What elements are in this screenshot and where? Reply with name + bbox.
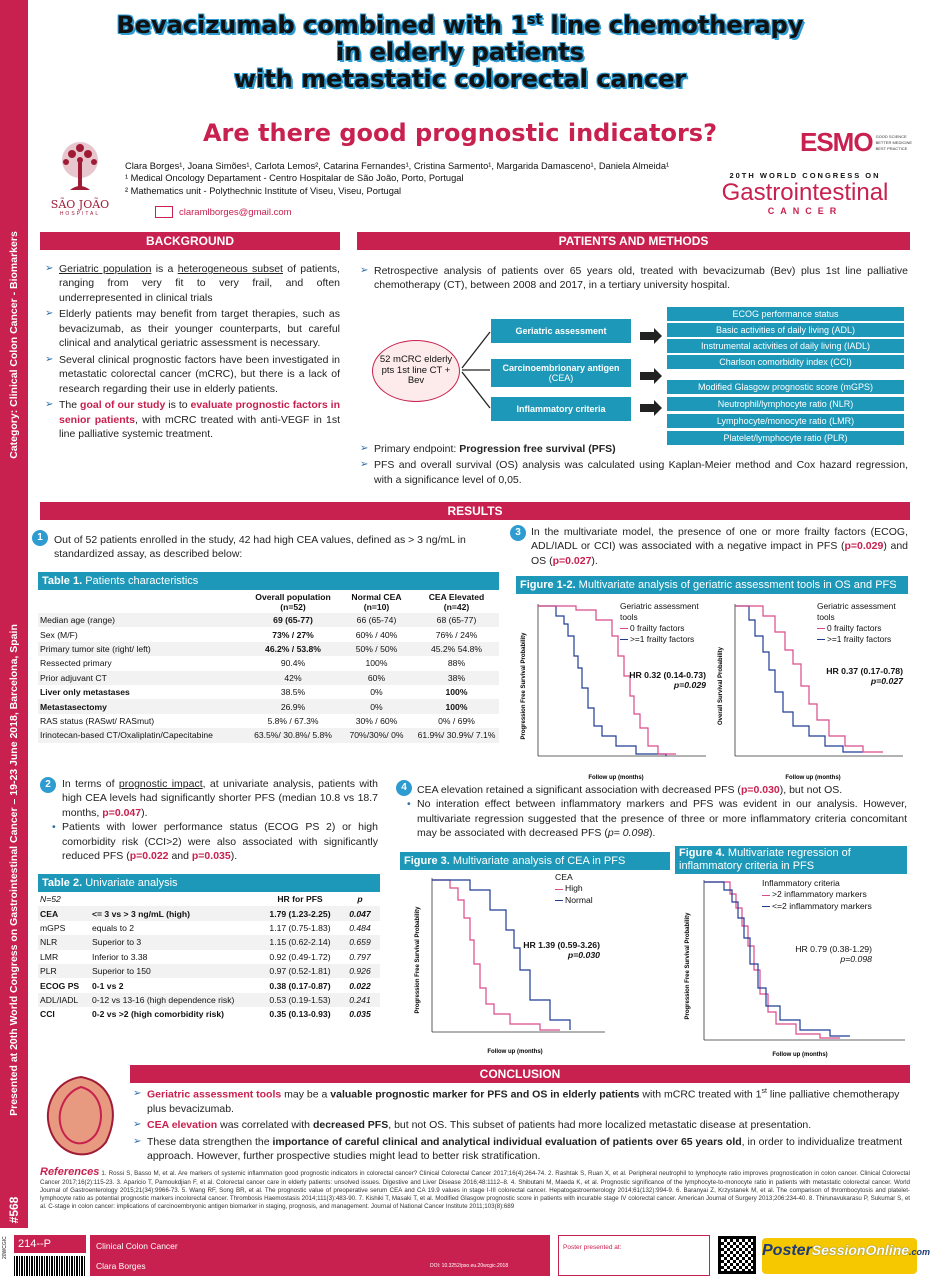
table-cell: 61.9%/ 30.9%/ 7.1% [414,728,499,742]
table-cell: 0.797 [349,951,371,962]
inflammatory-item: Platelet/lymphocyte ratio (PLR) [667,431,904,445]
presented-label: Presented at 20th World Congress on Gastrointestinal Cancer – 19-23 June 2018, Barcelona, Spain [8,624,20,1116]
envelope-icon [155,206,173,218]
table-1 [38,572,499,743]
table-cell: Primary tumor site (right/ left) [38,642,247,656]
table-cell: ADL/IADL [38,993,90,1007]
hr-label: HR 0.79 (0.38-1.29) p=0.098 [795,944,872,964]
table-row [38,714,499,728]
table-2 [38,874,380,1022]
result-3-text: In the multivariate model, the presence of one or more frailty factors (ECOG, ADL/IADL or CCI) was associated with a negative impact in PFS (p=0.029) and OS (p=0.027). [531,526,908,567]
table-cell: 0.484 [349,922,371,933]
table-cell: 0% [370,687,383,698]
table-cell: 100% [365,658,388,669]
table-cell: 0-2 vs >2 (high comorbidity risk) [92,1009,225,1020]
hr-label: HR 0.37 (0.17-0.78) p=0.027 [826,666,903,686]
table-cell: 68 (65-77) [414,613,499,627]
table-cell: 38% [414,671,499,685]
subtitle: Are there good prognostic indicators? [202,119,717,147]
table-cell: 66 (65-74) [339,613,414,627]
table-row [38,921,380,935]
presented-at-box: Poster presented at: [558,1235,710,1276]
result-4-text: CEA elevation retained a significant association with decreased PFS (p=0.030), but not OS. • No interation effect between inflammatory markers and PFS was evident in our analysis. However, multivariate regression suggested that the presence of three or more inflammatory criteria concomitant may be associated with decreased PFS (p= 0.098). [417,783,907,841]
y-axis-label: Progression Free Survival Probability [415,906,421,1014]
conclusion-text: ➢ Geriatric assessment tools may be a valuable prognostic marker for PFS and OS in elderly patients with mCRC treated with 1st line palliative chemotherapy plus bevacizumab. ➢ CEA elevation was correlated with decreased PFS, but not OS. This subset of patients had more localized metastatic disease at presentation. ➢ These data strengthen the importance of careful clinical and analytical individual evaluation of patients over 65 years old, in order to individualize treatment approach. However, further prospective studies might lead to better risk stratification. [133,1087,910,1166]
table-cell: equals to 2 [92,922,135,933]
table-cell: CCI [40,1009,55,1020]
methods-endpoints: ➢ Primary endpoint: Progression free survival (PFS) ➢ PFS and overall survival (OS) analysis was calculated using Kaplan-Meier method and Cox hazard regression, with a significance level of 0,05. [360,442,908,489]
table-row [38,728,499,742]
table-row [38,950,380,964]
figure-4-caption: Figure 4. Multivariate regression of inflammatory criteria in PFS [675,846,907,874]
table-row [38,1007,380,1021]
table-cell: 1.17 (0.75-1.83) [269,922,331,933]
footer-info-bar: Clinical Colon Cancer Clara Borges DOI: 10.3252/pso.eu.20wcgic.2018 [90,1235,550,1276]
table-cell: mGPS [40,922,66,933]
colon-illustration [36,1072,126,1162]
table-cell: 1.79 (1.23-2.25) [260,906,340,920]
table-cell: PLR [38,964,90,978]
table-cell: Metastasectomy [38,699,247,713]
figure-2 [713,596,908,786]
legend: Inflammatory criteria >2 inflammatory markers <=2 inflammatory markers [762,878,872,911]
table-cell: 88% [447,658,466,669]
authors-block: Clara Borges¹, Joana Simões¹, Carlota Lemos², Catarina Fernandes¹, Cristina Sarmento¹, Margarida Damasceno¹, Daniela Almeida¹ ¹ Medical Oncology Departament - Centro Hospitalar de São João, Porto, Portugal ² Mathematics unit - Polythechnic Institute of Viseu, Viseu, Portugal [125,161,670,196]
table-cell: LMR [40,951,59,962]
table-cell: Ressected primary [40,658,112,669]
y-axis-label: Progression Free Survival Probability [685,912,691,1020]
results-header: RESULTS [40,502,910,520]
table-cell: 0.38 (0.17-0.87) [269,980,331,991]
assessment-item: Instrumental activities of daily living (IADL) [667,339,904,353]
table-cell: CEA [38,906,90,920]
x-axis-label: Follow up (months) [487,1049,543,1055]
table-cell: Median age (range) [38,613,247,627]
table-cell: ECOG PS [40,980,80,991]
table-cell: Prior adjuvant CT [38,671,247,685]
table-cell: NLR [38,935,90,949]
table-cell: 0-12 vs 13-16 (high dependence risk) [90,993,260,1007]
table-cell: 73% / 27% [272,629,314,640]
hr-label: HR 1.39 (0.59-3.26) p=0.030 [523,940,600,960]
table-cell: 0.35 (0.13-0.93) [269,1009,331,1020]
conclusion-header: CONCLUSION [130,1065,910,1083]
table-row [38,935,380,949]
table-1-grid [38,590,499,743]
inflammatory-item: Modified Glasgow prognostic score (mGPS) [667,380,904,394]
table-cell: 60% [339,671,414,685]
methods-intro: ➢ Retrospective analysis of patients over 65 years old, treated with bevacizumab (Bev) plus 1st line palliative chemotherapy (CT), between 2008 and 2017, in a tertiary university hospital. [360,264,908,295]
table-row [38,978,380,992]
table-cell: 100% [445,687,468,698]
table-cell: Superior to 150 [90,964,260,978]
hr-label: HR 0.32 (0.14-0.73) p=0.029 [629,670,706,690]
assessment-item: Charlson comorbidity index (CCI) [667,355,904,369]
table-cell: 1.15 (0.62-2.14) [260,935,340,949]
figure-1-2-caption: Figure 1-2. Multivariate analysis of geriatric assessment tools in OS and PFS [516,576,908,594]
main-title: Bevacizumab combined with 1st line chemotherapy in elderly patients with metastatic colorectal cancer [116,11,804,94]
table-row [38,671,499,685]
table-cell: 100% [414,699,499,713]
table-cell: 42% [247,671,339,685]
result-number: 2 [40,777,56,793]
result-number: 1 [32,530,48,546]
table-cell: Irinotecan-based CT/Oxaliplatin/Capecitabine [38,728,247,742]
table-cell: 0.022 [349,980,371,991]
inflammatory-item: Neutrophil/lymphocyte ratio (NLR) [667,397,904,411]
category-label: Category: Clinical Colon Cancer - Biomarkers [8,231,20,459]
table-cell: Inferior to 3.38 [92,951,148,962]
table-row [38,906,380,920]
assessment-item: Basic activities of daily living (ADL) [667,323,904,337]
table-cell: 0% [339,699,414,713]
table-row [38,613,499,627]
table-cell: <= 3 vs > 3 ng/mL (high) [90,906,260,920]
table-cell: 0.92 (0.49-1.72) [269,951,331,962]
table-header: Overall population (n=52) Normal CEA (n=10) CEA Elevated (n=42) [38,590,499,613]
table-row [38,964,380,978]
table-cell: 0.659 [340,935,380,949]
table-cell: 38.5% [280,687,306,698]
table-cell: 60% / 40% [355,629,398,640]
poster-number: #568 [7,1196,21,1224]
geriatric-box: Geriatric assessment [491,319,631,343]
figure-4 [680,876,908,1061]
table-cell: 45.2% 54.8% [414,642,499,656]
poster-code: 214--P [14,1235,86,1253]
table-cell: 0.926 [340,964,380,978]
table-cell: 30% / 60% [355,715,398,726]
legend: Geriatric assessment tools 0 frailty factors >=1 frailty factors [620,601,699,644]
table-row [38,699,499,713]
table-cell: 0.97 (0.52-1.81) [260,964,340,978]
table-cell: 5.8% / 67.3% [267,715,319,726]
background-header: BACKGROUND [40,232,340,250]
y-axis-label: Progression Free Survival Probability [521,632,527,740]
table-cell: 0.53 (0.19-1.53) [260,993,340,1007]
cohort-oval: 52 mCRC elderly pts 1st line CT + Bev [372,340,460,402]
figure-3 [410,870,610,1060]
table-cell: 0% / 69% [438,715,475,726]
table-cell: 0.241 [340,993,380,1007]
background-text: ➢ Geriatric population is a heterogeneous subset of patients, ranging from very fit to very frail, and often underrepresented in clinical trials ➢ Elderly patients may benefit from target therapies, such as bevacizumab, as their younger counterparts, but careful clinical and analytical geriatric assessment is necessary. ➢ Several clinical prognostic factors have been investigated in metastatic colorectal cancer (mCRC), but there is a lack of research regarding their use in elderly patients. ➢ The goal of our study is to evaluate prognostic factors in senior patients, with mCRC treated with anti-VEGF in 1st line palliative systemic treatment. [45,262,340,444]
legend: CEA High Normal [555,872,593,905]
email-block[interactable]: claramlborges@gmail.com [155,206,292,218]
table-cell: 46.2% / 53.8% [247,642,339,656]
table-cell: RAS status (RASwt/ RASmut) [40,715,155,726]
congress-logo: 20TH WORLD CONGRESS ON Gastrointestinal CANCER [721,171,889,217]
figure-3-caption: Figure 3. Multivariate analysis of CEA in PFS [400,852,670,870]
table-row [38,993,380,1007]
table-row [38,627,499,641]
table-2-grid [38,892,380,1022]
assessment-item: ECOG performance status [667,307,904,321]
table-cell: Superior to 3 [90,935,260,949]
cea-box: Carcinoembrionary antigen (CEA) [491,359,631,387]
y-axis-label: Overall Survival Probability [718,646,724,726]
barcode [14,1256,86,1276]
table-row [38,642,499,656]
table-cell: 0.047 [340,906,380,920]
methods-header: PATIENTS AND METHODS [357,232,910,250]
result-1-text: Out of 52 patients enrolled in the study, 42 had high CEA values, defined as > 3 ng/mL in standardized assay, as described below: [54,534,466,561]
x-axis-label: Follow up (months) [588,775,644,781]
table-1-caption: Table 1. Patients characteristics [38,572,499,590]
table-cell: 63.5%/ 30.8%/ 5.8% [247,728,339,742]
inflammatory-box: Inflammatory criteria [491,397,631,421]
table-cell: Liver only metastases [40,687,130,698]
table-cell: 0-1 vs 2 [92,980,124,991]
legend: Geriatric assessment tools 0 frailty factors >=1 frailty factors [817,601,896,644]
x-axis-label: Follow up (months) [785,775,841,781]
result-number: 4 [396,780,412,796]
table-2-caption: Table 2. Univariate analysis [38,874,380,892]
table-cell: 70%/30%/ 0% [339,728,414,742]
figure-1 [516,596,711,786]
result-number: 3 [510,525,526,541]
table-row [38,685,499,699]
table-cell: 50% / 50% [339,642,414,656]
tree-icon [50,140,110,195]
x-axis-label: Follow up (months) [772,1052,828,1058]
table-cell: 69 (65-77) [247,613,339,627]
qr-code [718,1236,756,1274]
result-2-text: In terms of prognostic impact, at univariate analysis, patients with high CEA levels had significantly shorter PFS (median 10.8 vs 18.7 months, p=0.047). • Patients with lower performance status (ECOG PS 2) or high comorbidity risk (CCI>2) were also associated with significantly reduced PFS (p=0.022 and p=0.035). [62,777,378,864]
table-cell: 76% / 24% [435,629,478,640]
table-cell: 26.9% [247,699,339,713]
hospital-logo: SÃO JOÃO HOSPITAL [50,140,120,217]
table-cell: Sex (M/F) [40,629,78,640]
references: References 1. Rossi S, Basso M, et al. Are markers of systemic inflammation good prognostic indicators in colorectal cancer? Clinical Colorectal Cancer 2017;16(4):264-74. 2. Rashtak S, Ruan X, et al. Peripheral neutrophil to lymphocyte ratio improves prognostication in colon cancer. Clinical Colorectal Cancer 2017;16(2):115-23. 3. Aparicio T, Pamoukdjian F, et al. Colorectal cancer care in elderly patients: unsolved issues. Digestive and Liver Disease 2016;48:1112–8. 4. Shibutani M, Maeda K, et al. Prognostic significance of the lymphocyte-to-monocyte ratio in patients with metastatic colorectal cancer. World Journal of Gastroenterology 2015;21(34):9966-73. 5. Wang RF, Song BR, et al. The prognostic value of preoperative serum CEA and CA 19.9 values in stage I-III colorectal cancer. Hepatogastroenterology 2014;61(132):994-9. 6. Baranyai Z, Krzystanek M, et al. The comparison of thrombocytosis and platelet-lymphocyte ratio as potential prognostic markers incolorectal cancer. Thrombosis Haemostasis 2014;111(3):483-90. 7. Kishiki T, Masaki T, et al. Modified Glasgow prognostic score in patients with incurable stage IV colorectal cancer. American Journal of Surgery 2013;206:234-40. 8. Thirunavukarasu P, Sukumar S, et al. C-stage in colon cancer: implications of carcinoembryonic antigen biomarker in staging, prognosis, and management. Journal of National Cancer Institute 2011;103(8):689 [40,1166,910,1211]
postersessiononline-logo[interactable]: PosterSessionOnline.com [762,1238,917,1274]
table-header: N=52 HR for PFS p [38,892,380,906]
inflammatory-item: Lymphocyte/monocyte ratio (LMR) [667,414,904,428]
esmo-logo: ESMO GOOD SCIENCE BETTER MEDICINE BEST PRACTICE [800,127,913,157]
table-cell: 90.4% [280,658,306,669]
left-sidebar [0,0,28,1228]
table-cell: 0.035 [349,1009,371,1020]
table-row [38,656,499,670]
footer: 20WCGIC 214--P Clinical Colon Cancer Clara Borges DOI: 10.3252/pso.eu.20wcgic.2018 Poster presented at: PosterSessionOnline.com [0,1232,924,1280]
